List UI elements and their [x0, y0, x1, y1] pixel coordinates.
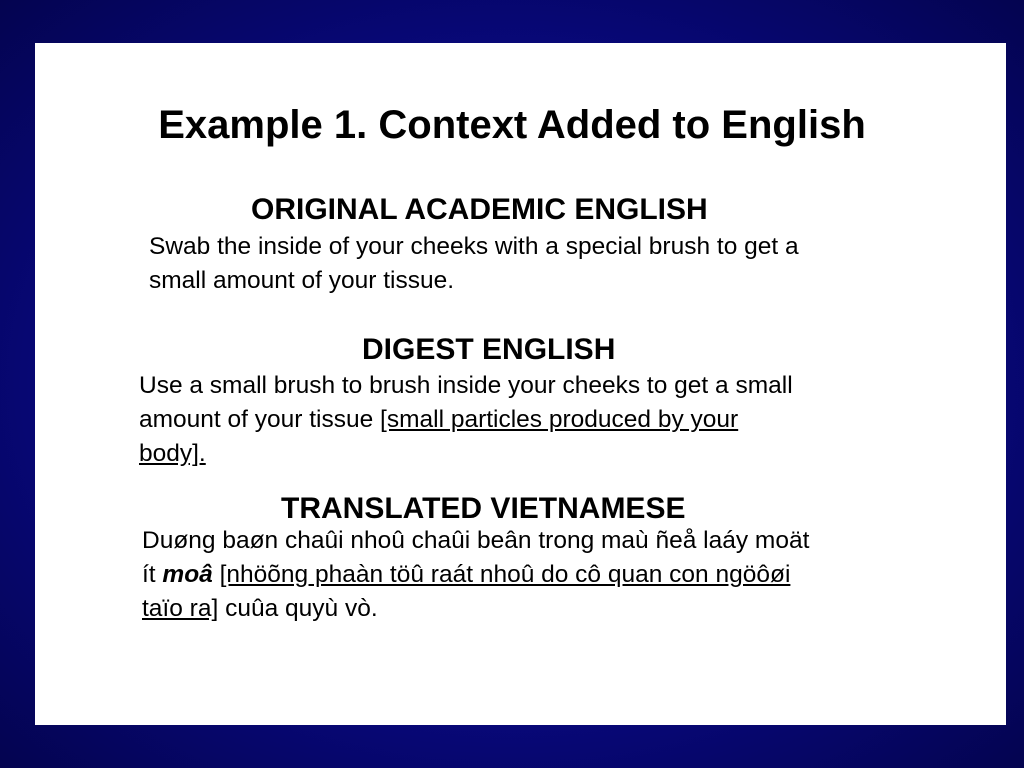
digest-line-2 [139, 403, 793, 437]
original-line-1: Swab the inside of your cheeks with a special brush to get a [149, 233, 799, 260]
digest-paragraph [139, 369, 793, 471]
original-paragraph [149, 230, 799, 298]
vietnamese-line-3-text: cuûa quyù vò. [218, 595, 378, 622]
vietnamese-space [213, 561, 220, 588]
digest-heading: DIGEST ENGLISH [362, 333, 616, 366]
digest-line-3 [139, 437, 793, 471]
original-heading: ORIGINAL ACADEMIC ENGLISH [251, 193, 708, 226]
vietnamese-added-context: [nhöõng phaàn töû raát nhoû do cô quan con ngöôøi [219, 561, 791, 588]
digest-line-2-text: amount of your tissue [139, 406, 381, 433]
vietnamese-heading: TRANSLATED VIETNAMESE [281, 492, 686, 525]
vietnamese-paragraph [142, 524, 809, 626]
slide-title: Example 1. Context Added to English [158, 103, 866, 147]
vietnamese-line-1: Duøng baøn chaûi nhoû chaûi beân trong maù ñeå laáy moät [142, 527, 810, 554]
digest-line-1: Use a small brush to brush inside your cheeks to get a small [139, 372, 793, 399]
digest-added-context-end: body]. [139, 440, 206, 467]
vietnamese-added-context-end: taïo ra] [142, 595, 219, 622]
vietnamese-line-2-text: ít [142, 561, 163, 588]
digest-added-context: [small particles produced by your [380, 406, 739, 433]
vietnamese-emphasis: moâ [162, 561, 213, 588]
vietnamese-line-3 [142, 592, 809, 626]
original-line-2: small amount of your tissue. [149, 267, 455, 294]
vietnamese-line-2 [142, 558, 809, 592]
